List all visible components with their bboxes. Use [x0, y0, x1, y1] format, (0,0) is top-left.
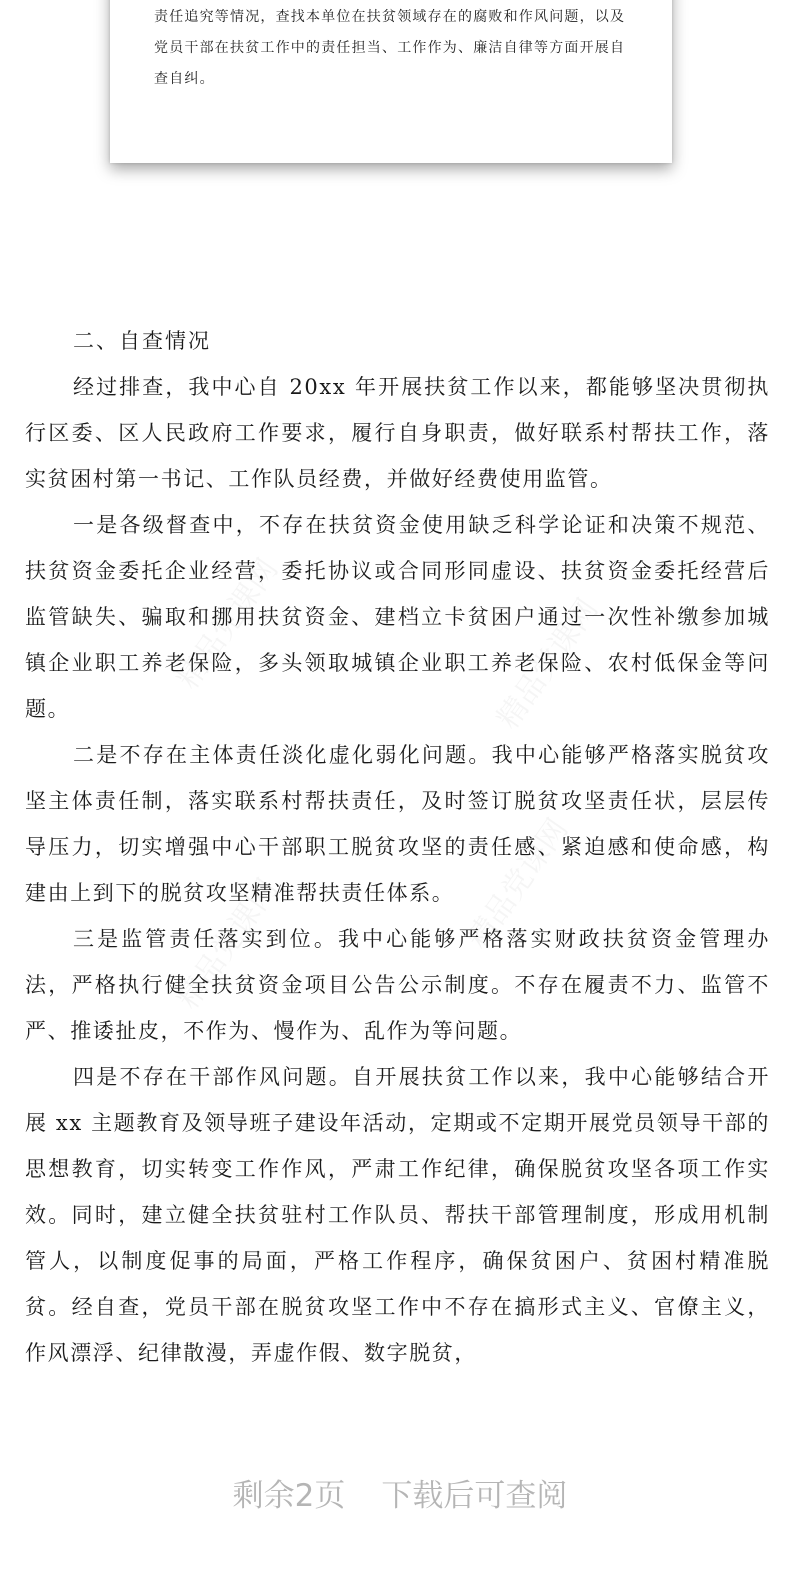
download-to-view-label: 下载后可查阅	[381, 1478, 568, 1514]
paragraph: 一是各级督查中，不存在扶贫资金使用缺乏科学论证和决策不规范、扶贫资金委托企业经营，委托协议或合同形同虚设、扶贫资金委托经营后监管缺失、骗取和挪用扶贫资金、建档立卡贫困户通过一次性补缴参加城镇企业职工养老保险，多头领取城镇企业职工养老保险、农村低保金等问题。	[25, 513, 770, 721]
remaining-pages-label: 剩余2页	[232, 1478, 346, 1514]
download-prompt[interactable]	[0, 1470, 800, 1515]
previous-page-card	[110, 0, 672, 163]
paragraph: 三是监管责任落实到位。我中心能够严格落实财政扶贫资金管理办法，严格执行健全扶贫资金项目公告公示制度。不存在履责不力、监管不严、推诿扯皮，不作为、慢作为、乱作为等问题。	[25, 927, 770, 1043]
card-text: 责任追究等情况，查找本单位在扶贫领域存在的腐败和作风问题，以及党员干部在扶贫工作中的责任担当、工作作为、廉洁自律等方面开展自查自纠。	[154, 9, 626, 87]
watermark: 精品党课网	[490, 592, 606, 736]
paragraph: 经过排查，我中心自 20xx 年开展扶贫工作以来，都能够坚决贯彻执行区委、区人民政府工作要求，履行自身职责，做好联系村帮扶工作，落实贫困村第一书记、工作队员经费，并做好经费使用监管。	[25, 375, 770, 491]
watermark: 精品党课网	[170, 872, 286, 1016]
paragraph: 四是不存在干部作风问题。自开展扶贫工作以来，我中心能够结合开展 xx 主题教育及领导班子建设年活动，定期或不定期开展党员领导干部的思想教育，切实转变工作作风，严肃工作纪律，确保脱贫攻坚各项工作实效。同时，建立健全扶贫驻村工作队员、帮扶干部管理制度，形成用机制管人，以制度促事的局面，严格工作程序，确保贫困户、贫困村精准脱贫。经自查，党员干部在脱贫攻坚工作中不存在搞形式主义、官僚主义，作风漂浮、纪律散漫，弄虚作假、数字脱贫，	[25, 1065, 770, 1365]
watermark: 精品党课网	[170, 552, 286, 696]
paragraph: 二是不存在主体责任淡化虚化弱化问题。我中心能够严格落实脱贫攻坚主体责任制，落实联系村帮扶责任，及时签订脱贫攻坚责任状，层层传导压力，切实增强中心干部职工脱贫攻坚的责任感、紧迫感和使命感，构建由上到下的脱贫攻坚精准帮扶责任体系。	[25, 743, 770, 905]
document-body	[25, 318, 770, 1376]
watermark: 精品党课网	[460, 812, 576, 956]
section-heading: 二、自查情况	[73, 329, 211, 353]
